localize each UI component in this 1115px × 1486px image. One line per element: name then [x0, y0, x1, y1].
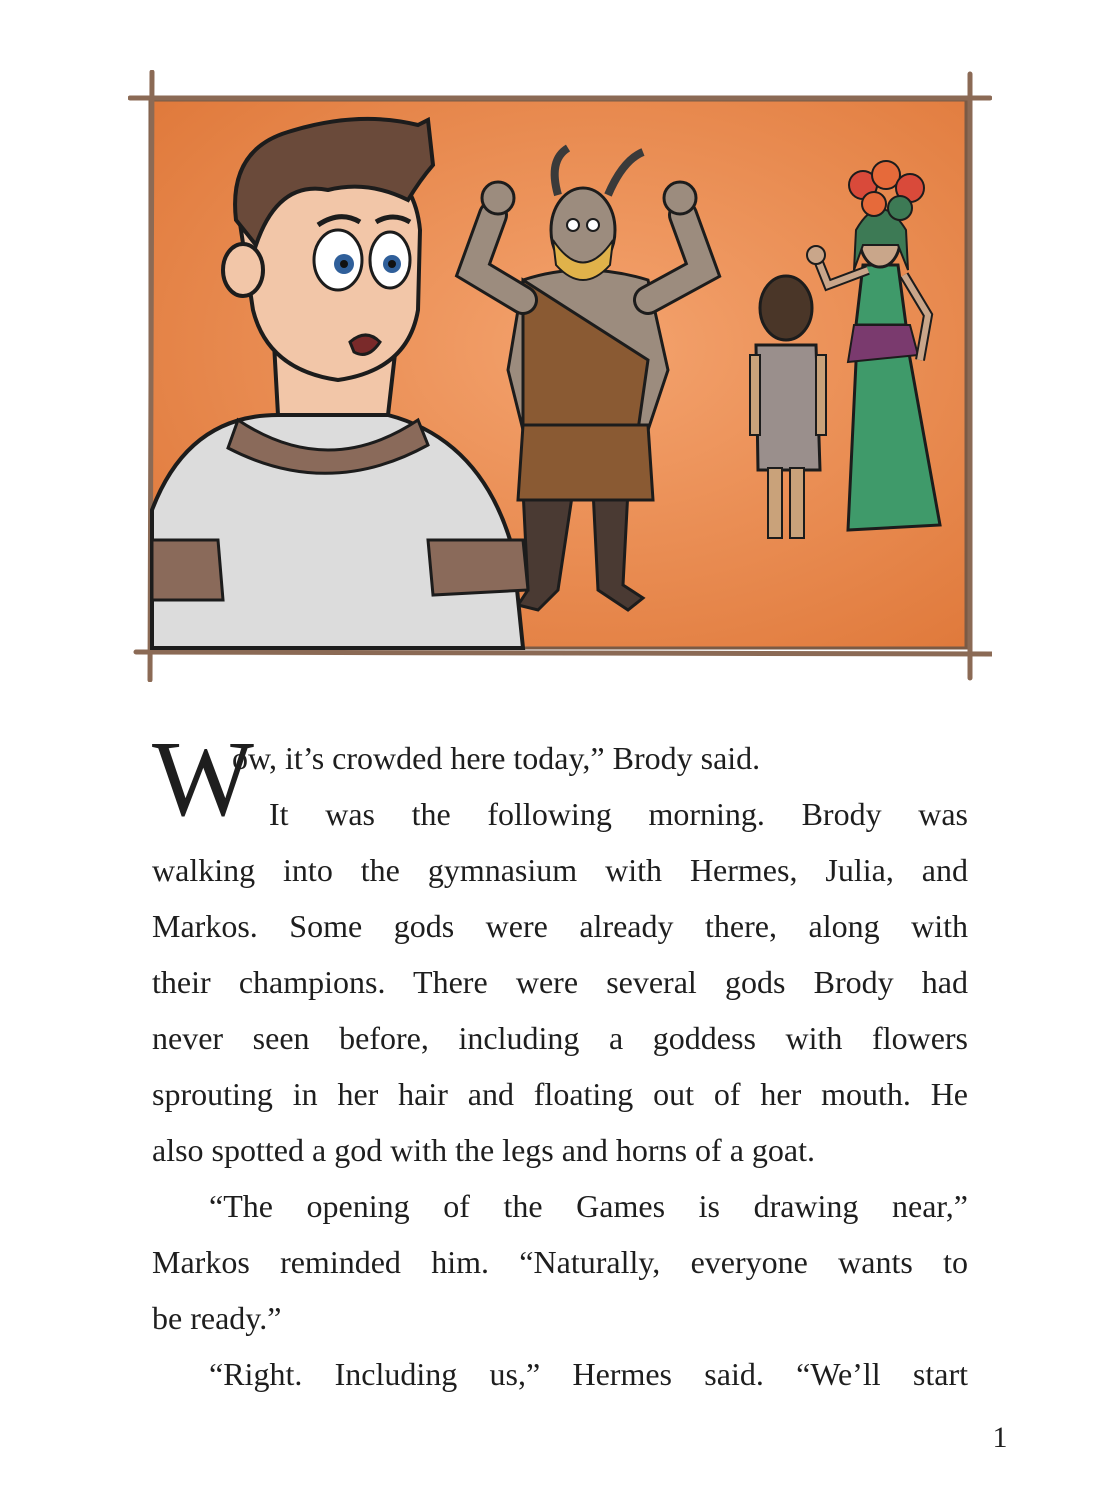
paragraph-2-line-4: their champions. There were several gods Brody had: [152, 964, 968, 1000]
paragraph-2-line-1: It was the following morning. Brody was: [269, 796, 968, 832]
paragraph-2-line-7: also spotted a god with the legs and horns of a goat.: [152, 1132, 815, 1168]
story-text: [152, 720, 968, 1402]
drop-cap: W: [152, 720, 254, 839]
paragraph-4-line-1: “Right. Including us,” Hermes said. “We’ll start: [209, 1356, 968, 1392]
paragraph-3-line-2: Markos reminded him. “Naturally, everyone wants to: [152, 1244, 968, 1280]
paragraph-3-line-3: be ready.”: [152, 1300, 282, 1336]
line-text: ow, it’s crowded here today,” Brody said.: [232, 740, 761, 776]
paragraph-2-line-3: Markos. Some gods were already there, along with: [152, 908, 968, 944]
page-number: 1: [992, 1421, 1008, 1454]
paragraph-2-line-2: walking into the gymnasium with Hermes, Julia, and: [152, 852, 968, 888]
paragraph-2-line-6: sprouting in her hair and floating out of her mouth. He: [152, 1076, 968, 1112]
paragraph-2-line-5: never seen before, including a goddess with flowers: [152, 1020, 968, 1056]
paragraph-3-line-1: “The opening of the Games is drawing near,”: [209, 1188, 968, 1224]
story-illustration: [128, 70, 992, 682]
